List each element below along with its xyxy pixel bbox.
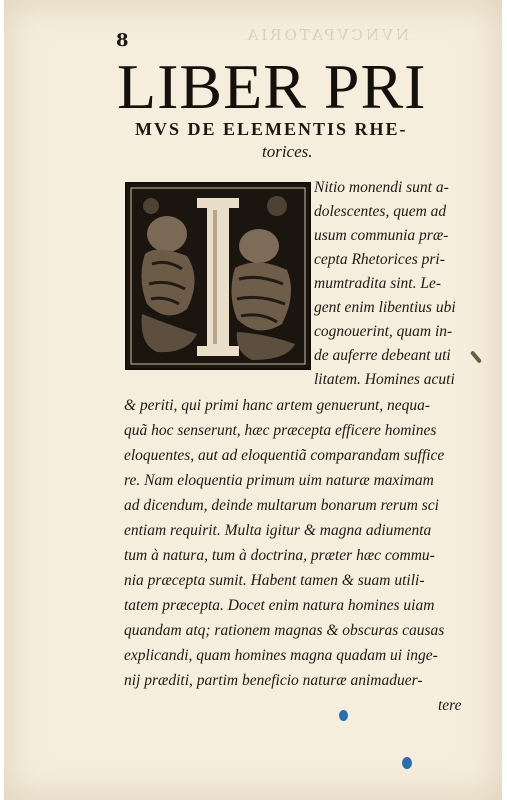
text-line: cepta Rhetorices pri- xyxy=(314,251,445,268)
text-line: mumtradita sint. Le- xyxy=(314,275,442,292)
text-line: de auferre debeant uti xyxy=(314,347,451,364)
ink-stain xyxy=(402,757,412,769)
text-line: explicandi, quam homines magna quadam ui inge- xyxy=(124,647,438,664)
woodcut-illustration xyxy=(127,184,309,368)
book-page xyxy=(4,0,502,800)
ink-stain xyxy=(339,710,348,721)
text-line: nij præditi, partim beneficio naturæ animaduer- xyxy=(124,672,423,689)
text-line: & periti, qui primi hanc artem genuerunt, nequa- xyxy=(124,397,431,414)
text-line: gent enim libentius ubi xyxy=(314,299,456,316)
text-line: litatem. Homines acuti xyxy=(314,371,455,388)
page-number: 8 xyxy=(116,30,129,51)
page-title: LIBER PRI xyxy=(117,51,427,122)
text-line: Nitio monendi sunt a- xyxy=(314,179,449,196)
woodcut-initial xyxy=(125,182,311,370)
catchword: tere xyxy=(438,697,462,714)
page-subtitle-continued: torices. xyxy=(262,142,313,161)
text-line: tatem præcepta. Docet enim natura homines uiam xyxy=(124,597,435,614)
text-line: cognouerint, quam in- xyxy=(314,323,453,340)
text-line: quã hoc senserunt, hæc præcepta efficere homines xyxy=(124,422,437,439)
text-line: ad dicendum, deinde multarum bonarum rerum sci xyxy=(124,497,439,514)
text-line: nia præcepta sumit. Habent tamen & suam utili- xyxy=(124,572,425,589)
text-line: dolescentes, quem ad xyxy=(314,203,447,220)
page-subtitle: MVS DE ELEMENTIS RHE- xyxy=(135,119,408,139)
text-line: quandam atq; rationem magnas & obscuras causas xyxy=(124,622,445,639)
show-through-text: NVNCVPATORIA xyxy=(244,26,409,44)
text-line: eloquentes, aut ad eloquentiã comparandam suffice xyxy=(124,447,445,464)
text-line: re. Nam eloquentia primum uim naturæ maximam xyxy=(124,472,434,489)
text-line: tum à natura, tum à doctrina, præter hæc commu- xyxy=(124,547,435,564)
text-line: usum communia præ- xyxy=(314,227,449,244)
margin-mark xyxy=(470,350,482,363)
text-line: entiam requirit. Multa igitur & magna adiumenta xyxy=(124,522,432,539)
